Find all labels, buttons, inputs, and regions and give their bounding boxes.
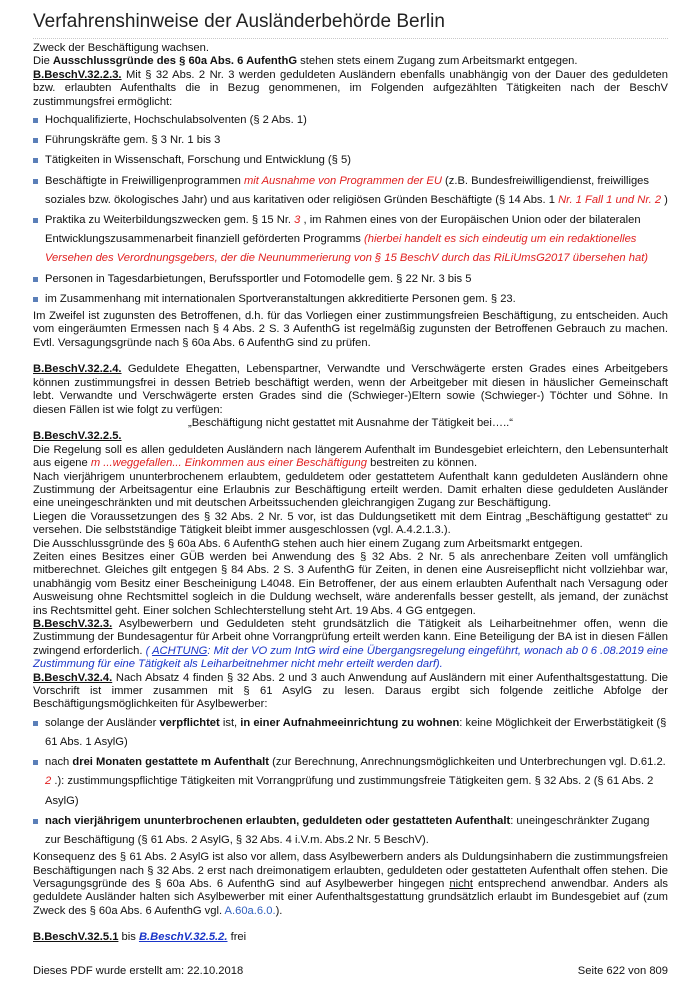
red-note: (hierbei handelt es sich eindeutig um ein redaktionelles Versehen des Verordnungsgebers, der die Neunummerierung von § 15 BeschV durch das RiLiUmsG2017 übersehen hat)	[45, 233, 649, 265]
red-note: mit Ausnahme von Programmen der EU	[243, 174, 442, 187]
list-item	[33, 131, 668, 150]
paragraph	[33, 931, 668, 944]
text: stehen stets einem Zugang zum Arbeitsmarkt entgegen.	[297, 55, 578, 68]
spacer	[33, 350, 668, 363]
section-link[interactable]: B.BeschV.32.5.2.	[138, 931, 228, 944]
text: Praktika zu Weiterbildungszwecken gem. § 15 Nr.	[45, 214, 295, 227]
section-heading	[33, 430, 668, 443]
spacer	[33, 918, 668, 931]
text: Hochqualifizierte, Hochschulabsolventen (§ 2 Abs. 1)	[45, 114, 307, 127]
list-item	[33, 270, 668, 289]
bullet-icon	[33, 138, 38, 143]
bullet-icon	[33, 118, 38, 123]
list-item	[33, 211, 668, 269]
text: (zur Berechnung, Anrechnungsmöglichkeiten und Unterbrechungen vgl. D.61.2.	[269, 756, 666, 769]
text: Die Regelung soll es allen geduldeten Ausländern nach längerem Aufenthalt im Bundesgebiet erleichtern, den Lebensunterhalt aus eigene	[33, 443, 668, 470]
list-item	[33, 111, 668, 130]
red-note: m ...weggefallen... Einkommen aus einer Beschäftigung	[90, 457, 367, 470]
bold-text: Ausschlussgründe des § 60a Abs. 6 AufenthG	[52, 55, 298, 68]
section-ref: B.BeschV.32.2.4.	[33, 363, 122, 376]
text: „Beschäftigung nicht gestattet mit Ausnahme der Tätigkeit bei…..“	[187, 416, 514, 429]
bullet-icon	[33, 760, 38, 765]
page-header	[33, 8, 668, 39]
section-ref: B.BeschV.32.2.5.	[33, 430, 122, 443]
underlined-text: nicht	[449, 878, 473, 891]
text: nach	[45, 756, 73, 769]
reference-link[interactable]: A.60a.6.0.	[224, 904, 276, 917]
page-title: Verfahrenshinweise der Ausländerbehörde Berlin	[33, 11, 445, 32]
page-number: Seite 622 von 809	[577, 965, 668, 977]
text: Geduldete Ehegatten, Lebenspartner, Verwandte und Verschwägerte ersten Grades eines Arbeitgebers können zustimmungsfrei in dessen Betrieb beschäftigt werden, wenn der Arbeitgeber mit diesen in häuslicher Gemeinschaft lebt. Verwandte und Verschwägerte ersten Grades sind die (Schwieger-)Eltern sowie (Schwieger-) Töchter und Söhne. In diesen Fällen ist wie folgt zu verfügen:	[33, 363, 668, 416]
bullet-icon	[33, 721, 38, 726]
text: (z.B. Bundesfreiwilligendienst, freiwilliges soziales bzw. ökologisches Jahr) und aus karitativen oder religiösen Gründen Beschäftigte (§ 14 Abs. 1	[45, 174, 649, 206]
text: Personen in Tagesdarbietungen, Berufssportler und Fotomodelle gem. § 22 Nr. 3 bis 5	[45, 272, 472, 285]
bullet-icon	[33, 819, 38, 824]
text: ).	[275, 904, 283, 917]
red-note: Nr. 1 Fall 1 und Nr. 2	[558, 193, 662, 206]
paragraph	[33, 618, 668, 672]
paragraph	[33, 672, 668, 712]
red-note: 2	[45, 775, 52, 788]
text: , im Rahmen eines von der Europäischen Union oder der bilateralen Entwicklungszusammenarbeit finanziell geförderten Programms	[45, 214, 641, 246]
text: Mit § 32 Abs. 2 Nr. 3 werden geduldeten Ausländern ebenfalls unabhängig von der Dauer des geduldeten bzw. erlaubten Aufenthalts die in Bezug genommenen, im Folgenden aufgezählten Tätigkeiten nach der BeschV zustimmungsfrei ermöglicht:	[33, 68, 668, 108]
blue-note: (	[145, 644, 153, 657]
text: Zeiten eines Besitzes einer GÜB werden bei Anwendung des § 32 Abs. 2 Nr. 5 als anrechenbare Zeiten voll umfänglich mitberechnet. Gleiches gilt entgegen § 84 Abs. 2 S. 3 AufenthG für Zeiten, in denen eine Ausreisepflicht nicht vollziehbar war, unabhängig vom Besitz einer Bescheinigung L4048. Ein Betroffener, der aus einem erlaubten Aufenthalt nach Versagung oder Ausweisung ohne Rechtsmittel sogleich in die Duldung wechselt, wäre anderenfalls besser gestellt, als jemand, der zunächst ins Rechtsmittel geht. Einer solchen Schlechterstellung steht Art. 19 Abs. 4 GG entgegen.	[33, 550, 668, 617]
text: Tätigkeiten in Wissenschaft, Forschung und Entwicklung (§ 5)	[45, 154, 351, 167]
paragraph	[33, 444, 668, 471]
text: Führungskräfte gem. § 3 Nr. 1 bis 3	[45, 134, 221, 147]
section-ref: B.BeschV.32.5.1	[33, 931, 119, 944]
bullet-list	[33, 111, 668, 309]
text: Nach Absatz 4 finden § 32 Abs. 2 und 3 auch Anwendung auf Ausländern mit einer Aufenthaltsgestattung. Die Vorschrift ist immer zusammen mit § 61 AsylG zu lesen. Daraus ergibt sich folgende zeitliche Abfolge der Beschäftigungsmöglichkeiten für Asylbewerber:	[33, 671, 668, 711]
list-item	[33, 290, 668, 309]
text: )	[661, 193, 668, 206]
text: Nach vierjährigem ununterbrochenem erlaubtem, geduldetem oder gestattetem Aufenthalt kann geduldeten Ausländern ohne Zustimmung der Arbeitsagentur eine Erlaubnis zur Beschäftigung erteilt werden. Damit erhalten diese geduldeten Ausländer eine uneingeschränkten und mit deutschen Arbeitssuchenden gleichrangigen Zugang zur Beschäftigung.	[33, 470, 668, 510]
achtung-link[interactable]: ACHTUNG	[152, 644, 208, 657]
quote	[33, 417, 668, 430]
paragraph	[33, 42, 668, 55]
document-body	[33, 42, 668, 945]
section-ref: B.BeschV.32.2.3.	[33, 68, 122, 81]
text: solange der Ausländer	[45, 716, 160, 729]
text: bestreiten zu können.	[366, 457, 478, 470]
text: ist,	[219, 716, 241, 729]
text: Die	[33, 55, 53, 68]
text: Die Ausschlussgründe des § 60a Abs. 6 AufenthG stehen auch hier einem Zugang zum Arbeitsmarkt entgegen.	[33, 537, 583, 550]
paragraph	[33, 538, 668, 551]
text: entsprechend anwendbar. Anders als geduldete Ausländer halten sich Asylbewerber mit einer Aufenthaltsgestattung grundsätzlich erlaubt im Bundesgebiet auf (zum Zweck des § 60a Abs. 6 AufenthG vgl.	[33, 878, 668, 917]
paragraph	[33, 310, 668, 350]
text: Asylbewerbern und Geduldeten steht grundsätzlich die Tätigkeit als Leiharbeitnehmer offen, wenn die Zustimmung der Bundesagentur für Arbeit ohne Vorrangprüfung erteilt werden kann. Eine Beteiligung der BA ist in diesen Fällen zwingend erforderlich.	[33, 618, 668, 657]
bullet-list	[33, 714, 668, 850]
bullet-icon	[33, 297, 38, 302]
list-item	[33, 172, 668, 210]
bold-text: nach vierjährigem ununterbrochenen erlaubten, geduldeten oder gestatteten Aufenthalt	[45, 814, 511, 827]
section-ref: B.BeschV.32.4.	[33, 671, 113, 684]
list-item	[33, 714, 668, 752]
blue-note: : Mit der VO zum IntG wird eine Übergangsregelung eingeführt, wonach ab 0 6 .08.2019 eine Zustimmung für eine Tätigkeit als Leiharbeitnehmer nicht mehr erteilt werden darf).	[33, 644, 668, 671]
text: Zweck der Beschäftigung wachsen.	[33, 42, 209, 54]
bold-text: in einer Aufnahmeeinrichtung zu wohnen	[240, 716, 460, 729]
section-ref: B.BeschV.32.3.	[33, 618, 113, 630]
paragraph	[33, 69, 668, 109]
bold-text: drei Monaten gestattete m Aufenthalt	[72, 756, 270, 769]
text: : uneingeschränkter Zugang zur Beschäftigung (§ 61 Abs. 2 AsylG, § 32 Abs. 4 i.V.m. Abs.2 Nr. 5 BeschV).	[45, 814, 650, 847]
paragraph	[33, 55, 668, 68]
text: frei	[227, 931, 247, 944]
list-item	[33, 812, 668, 850]
red-note: 3	[294, 214, 301, 227]
text: .): zustimmungspflichtige Tätigkeiten mit Vorrangprüfung und zustimmungsfreie Tätigkeiten gem. § 32 Abs. 2 (§ 61 Abs. 2 AsylG)	[45, 775, 654, 807]
created-date: Dieses PDF wurde erstellt am: 22.10.2018	[33, 965, 244, 977]
list-item	[33, 151, 668, 170]
text: Liegen die Voraussetzungen des § 32 Abs. 2 Nr. 5 vor, ist das Duldungsetikett mit dem Eintrag „Beschäftigung gestattet“ zu versehen. Die selbstständige Tätigkeit bleibt immer ausgeschlossen (vgl. A.4.2.1.3.).	[33, 510, 668, 537]
text: bis	[118, 931, 139, 944]
bullet-icon	[33, 277, 38, 282]
bullet-icon	[33, 179, 38, 184]
bullet-icon	[33, 158, 38, 163]
text: : keine Möglichkeit der Erwerbstätigkeit (§ 61 Abs. 1 AsylG)	[45, 716, 667, 749]
bullet-icon	[33, 218, 38, 223]
paragraph	[33, 471, 668, 511]
list-item	[33, 753, 668, 811]
text: Im Zweifel ist zugunsten des Betroffenen, d.h. für das Vorliegen einer zustimmungsfreien Beschäftigung, zu entscheiden. Auch vom eingeräumten Ermessen nach § 4 Abs. 2 S. 3 AufenthG ist regelmäßig zugunsten der Betroffenen Gebrauch zu machen. Evtl. Versagungsgründe nach § 60a Abs. 6 AufenthG sind zu prüfen.	[33, 310, 668, 349]
text: Beschäftigte in Freiwilligenprogrammen	[45, 174, 244, 187]
bold-text: verpflichtet	[159, 716, 220, 729]
paragraph	[33, 851, 668, 918]
text: Konsequenz des § 61 Abs. 2 AsylG ist also vor allem, dass Asylbewerbern anders als Duldungsinhabern die zustimmungsfreien Beschäftigungen nach § 32 Abs. 2 erst nach dreimonatigem erlaubten, geduldeten oder gestatteten Aufenthalt offen stehen. Die Versagungsgründe des § 60a Abs. 6 AufenthG sind auf Asylbewerber hingegen	[33, 851, 668, 891]
text: im Zusammenhang mit internationalen Sportveranstaltungen akkreditierte Personen gem. § 23.	[45, 292, 516, 305]
paragraph	[33, 511, 668, 538]
paragraph	[33, 551, 668, 618]
paragraph	[33, 363, 668, 417]
